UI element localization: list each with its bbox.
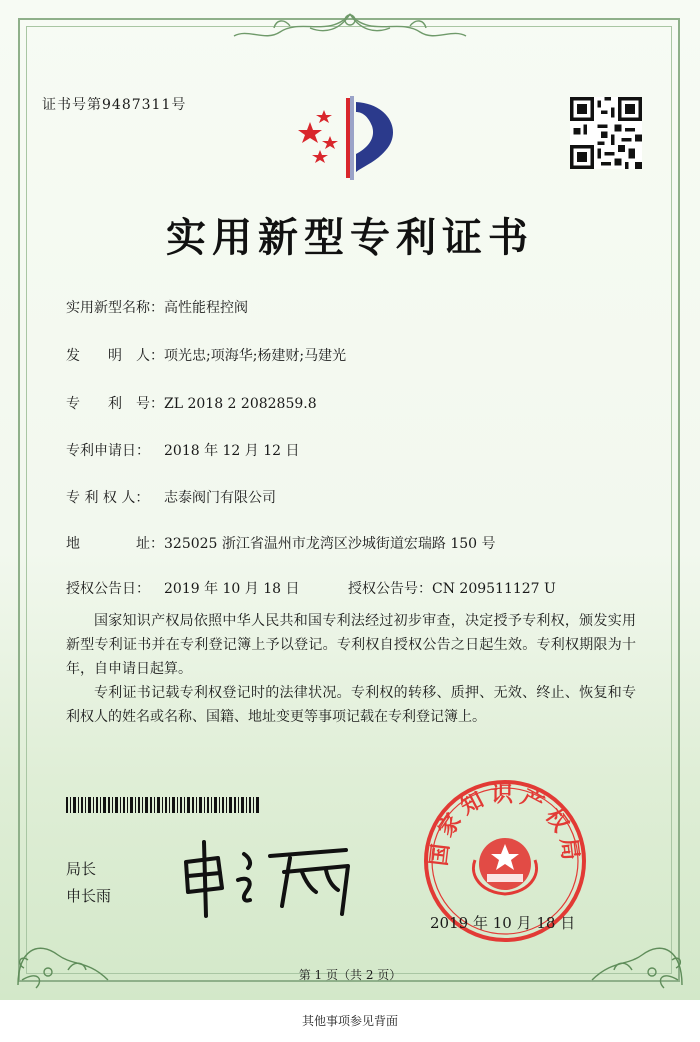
field-value: 项光忠;项海华;杨建财;马建光: [164, 348, 347, 364]
certificate-body: [66, 609, 636, 729]
body-paragraph-2: 专利证书记载专利权登记时的法律状况。专利权的转移、质押、无效、终止、恢复和专利权人的姓名或名称、国籍、地址变更等事项记载在专利登记簿上。: [66, 685, 636, 725]
field-utility-model-name: [66, 297, 248, 317]
qr-code-icon: [570, 97, 642, 169]
director-title: 局长: [66, 860, 97, 878]
grant-number-value: CN 209511127 U: [432, 581, 556, 597]
barcode-icon: [66, 797, 260, 813]
field-patentee: [66, 487, 276, 507]
seal-date: 2019 年 10 月 18 日: [430, 914, 576, 932]
field-value: ZL 2018 2 2082859.8: [164, 396, 317, 412]
grant-number-label: 授权公告号：: [348, 581, 432, 597]
field-label: 专 利 号：: [66, 396, 164, 412]
page-indicator: 第 1 页（共 2 页）: [298, 968, 402, 982]
field-label: 地 址：: [66, 536, 164, 552]
field-value: 2018 年 12 月 12 日: [164, 443, 300, 459]
director-name: 申长雨: [66, 887, 112, 905]
field-label: 专利申请日：: [66, 443, 150, 459]
grant-date: [66, 578, 300, 598]
grant-number: [348, 578, 556, 598]
reverse-side-note: 其他事项参见背面: [301, 1014, 398, 1028]
patent-office-logo-icon: [290, 92, 410, 184]
field-patent-number: [66, 393, 317, 413]
body-paragraph-1: 国家知识产权局依照中华人民共和国专利法经过初步审查，决定授予专利权，颁发实用新型专利证书并在专利登记簿上予以登记。专利权自授权公告之日起生效。专利权期限为十年，自申请日起算。: [66, 613, 636, 677]
grant-date-label: 授权公告日：: [66, 581, 150, 597]
certificate-title: 实用新型专利证书: [166, 214, 534, 261]
seal-text: 国家知识产权局: [426, 782, 584, 868]
field-value: 高性能程控阀: [164, 300, 248, 316]
field-address: [66, 533, 496, 553]
certificate-number: 证书号第9487311号: [42, 97, 187, 113]
field-value: 325025 浙江省温州市龙湾区沙城街道宏瑞路 150 号: [164, 536, 496, 552]
field-label: 发 明 人：: [66, 348, 164, 364]
director-signature-icon: [178, 836, 368, 922]
field-value: 志泰阀门有限公司: [164, 490, 276, 506]
top-ornament-icon: [230, 8, 470, 48]
field-application-date: [66, 440, 300, 460]
field-label: 专 利 权 人：: [66, 490, 150, 506]
field-label: 实用新型名称：: [66, 300, 164, 316]
grant-date-value: 2019 年 10 月 18 日: [164, 581, 300, 597]
field-inventors: [66, 345, 346, 365]
